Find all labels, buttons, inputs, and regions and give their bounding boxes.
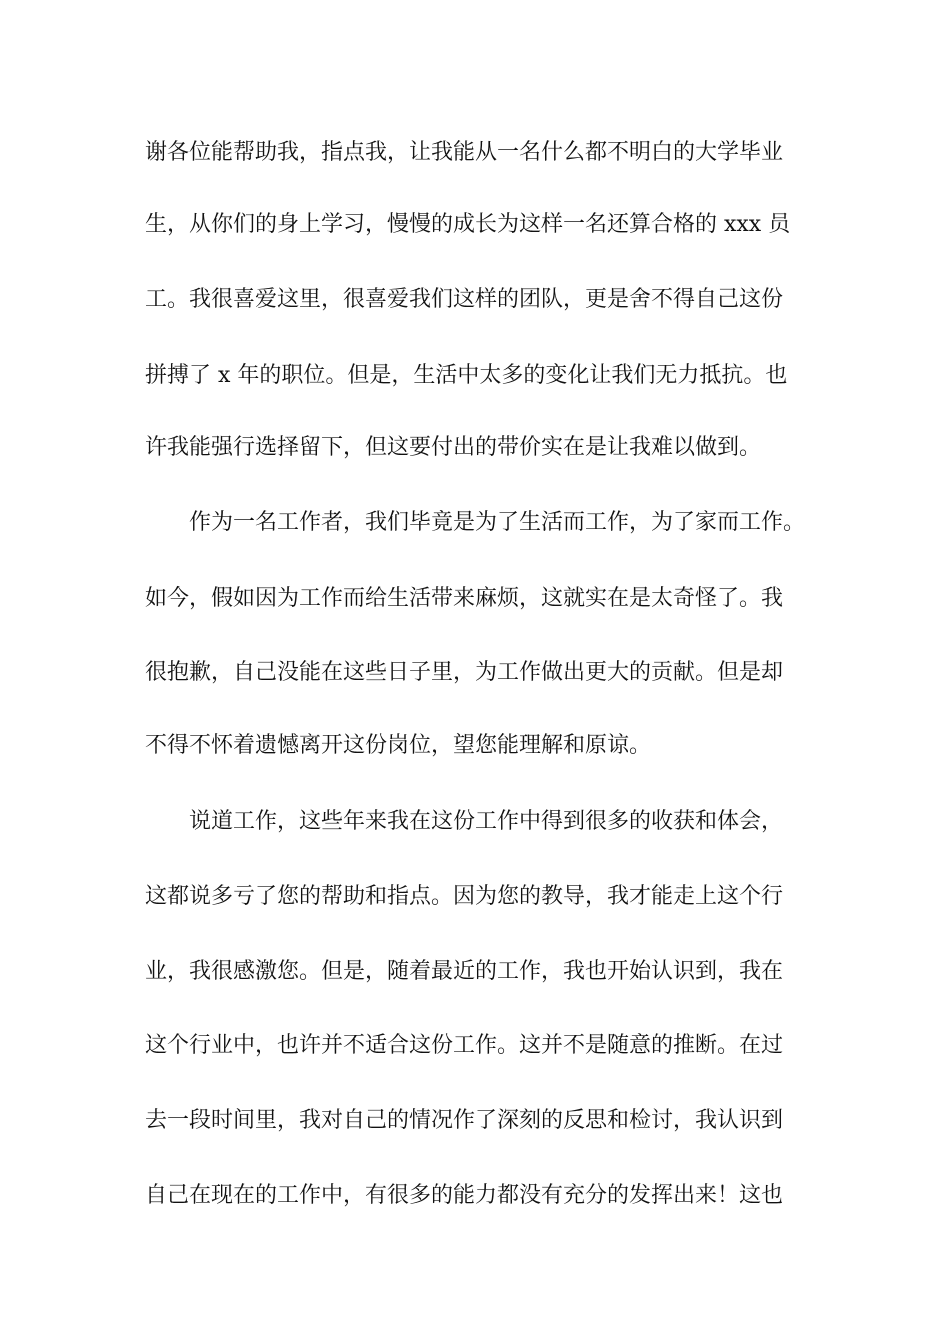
text-line: 业，我很感激您。但是，随着最近的工作，我也开始认识到，我在 (145, 959, 784, 984)
text-line: 工。我很喜爱这里，很喜爱我们这样的团队，更是舍不得自己这份 (145, 287, 784, 312)
text-line: 不得不怀着遗憾离开这份岗位，望您能理解和原谅。 (145, 733, 652, 758)
text-line: 许我能强行选择留下，但这要付出的带价实在是让我难以做到。 (145, 435, 762, 460)
text-line: 去一段时间里，我对自己的情况作了深刻的反思和检讨，我认识到 (145, 1108, 784, 1133)
paragraph-first-line: 作为一名工作者，我们毕竟是为了生活而工作，为了家而工作。 (189, 510, 806, 535)
text-line: 这都说多亏了您的帮助和指点。因为您的教导，我才能走上这个行 (145, 884, 784, 909)
text-line: 拼搏了 x 年的职位。但是，生活中太多的变化让我们无力抵抗。也 (145, 363, 788, 388)
paragraph-first-line: 说道工作，这些年来我在这份工作中得到很多的收获和体会， (189, 809, 784, 834)
text-line: 如今，假如因为工作而给生活带来麻烦，这就实在是太奇怪了。我 (145, 586, 784, 611)
text-line: 谢各位能帮助我，指点我，让我能从一名什么都不明白的大学毕业 (145, 140, 784, 165)
text-line: 生，从你们的身上学习，慢慢的成长为这样一名还算合格的 xxx 员 (145, 212, 791, 237)
text-line: 这个行业中，也许并不适合这份工作。这并不是随意的推断。在过 (145, 1033, 784, 1058)
text-line: 自己在现在的工作中，有很多的能力都没有充分的发挥出来！这也 (145, 1183, 784, 1208)
text-line: 很抱歉，自己没能在这些日子里，为工作做出更大的贡献。但是却 (145, 660, 784, 685)
